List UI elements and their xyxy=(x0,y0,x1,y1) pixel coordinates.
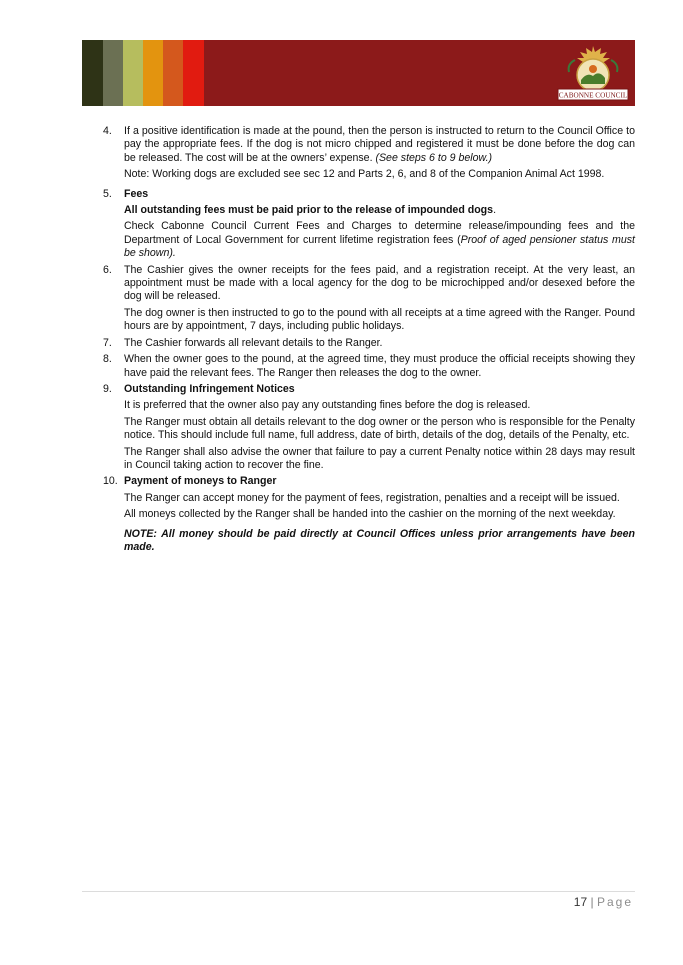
paragraph: The Cashier gives the owner receipts for the fees paid, and a registration receipt. At the very least, an appointment must be made with a local agency for the dog to be microchipped and/or desexed before the dog will be released. xyxy=(124,263,635,303)
item-number: 5. xyxy=(103,187,112,200)
bold-statement: All outstanding fees must be paid prior to the release of impounded dogs xyxy=(124,204,494,217)
paragraph xyxy=(124,125,635,165)
list-item xyxy=(103,475,635,557)
section-heading: Outstanding Infringement Notices xyxy=(124,382,295,395)
paragraph: All moneys collected by the Ranger shall be handed into the cashier on the morning of the next weekday. xyxy=(124,508,616,521)
section-heading: Fees xyxy=(124,187,149,200)
paragraph-italic: Proof of aged pensioner status must be shown). xyxy=(124,233,635,260)
paragraph: Note: Working dogs are excluded see sec 12 and Parts 2, 6, and 8 of the Companion Animal Act 1998. xyxy=(124,168,605,181)
section-heading: Payment of moneys to Ranger xyxy=(124,475,277,488)
footer-separator: | xyxy=(590,895,594,909)
paragraph: The Ranger must obtain all details relevant to the dog owner or the person who is responsible for the Penalty notice. This should include full name, full address, date of birth, details of the dog, details of the Penalty, etc. xyxy=(124,415,635,442)
council-logo xyxy=(555,42,631,104)
list-item xyxy=(103,125,635,185)
paragraph: When the owner goes to the pound, at the agreed time, they must produce the official receipts showing they have paid the relevant fees. The Ranger then releases the dog to the owner. xyxy=(124,353,635,379)
item-number: 10. xyxy=(103,475,118,488)
svg-text:CABONNE COUNCIL: CABONNE COUNCIL xyxy=(558,91,628,100)
paragraph: All outstanding fees must be paid prior to the release of impounded dogs. xyxy=(124,204,497,217)
item-number: 8. xyxy=(103,353,112,366)
page-number: 17 xyxy=(573,895,588,909)
list-item xyxy=(103,337,635,353)
item-number: 9. xyxy=(103,382,112,395)
paragraph: The Ranger shall also advise the owner that failure to pay a current Penalty notice within 28 days may result in Council taking action to recover the fine. xyxy=(124,445,635,471)
important-note: NOTE: All money should be paid directly at Council Offices unless prior arrangements have been made. xyxy=(124,527,635,553)
header-stripe-1 xyxy=(82,40,103,106)
list-item xyxy=(103,188,635,264)
header-stripe-5 xyxy=(163,40,183,106)
page-label: Page xyxy=(596,895,633,909)
paragraph-text: Check Cabonne Council Current Fees and Charges to determine release/impounding fees and the Department of Local Government for current lifetime registration fees ( xyxy=(124,220,635,246)
paragraph: The Cashier forwards all relevant details to the Ranger. xyxy=(124,336,383,349)
document-body xyxy=(103,125,635,557)
list-item xyxy=(103,383,635,475)
header-banner-main xyxy=(204,40,635,106)
item-number: 4. xyxy=(103,125,112,137)
paragraph-italic: (See steps 6 to 9 below.) xyxy=(375,151,493,164)
paragraph xyxy=(124,220,635,260)
header-stripe-2 xyxy=(103,40,123,106)
header-stripe-3 xyxy=(123,40,143,106)
paragraph: The Ranger can accept money for the payment of fees, registration, penalties and a receipt will be issued. xyxy=(124,491,620,504)
item-number: 7. xyxy=(103,336,112,349)
header-banner xyxy=(82,40,635,106)
list-item xyxy=(103,353,635,383)
header-stripe-6 xyxy=(183,40,204,106)
item-number: 6. xyxy=(103,263,112,276)
paragraph: The dog owner is then instructed to go to the pound with all receipts at a time agreed with the Ranger. Pound hours are by appointment, 7 days, including public holidays. xyxy=(124,306,635,333)
list-item xyxy=(103,264,635,337)
paragraph: It is preferred that the owner also pay any outstanding fines before the dog is released. xyxy=(124,399,531,412)
header-stripe-4 xyxy=(143,40,163,106)
page-footer xyxy=(574,895,633,909)
paragraph-text: If a positive identification is made at the pound, then the person is instructed to return to the Council Office to pay the appropriate fees. If the dog is not micro chipped and registered it must be done before the dog can be released. The cost will be at the owners’ expense. xyxy=(124,125,635,164)
footer-divider xyxy=(82,891,635,892)
